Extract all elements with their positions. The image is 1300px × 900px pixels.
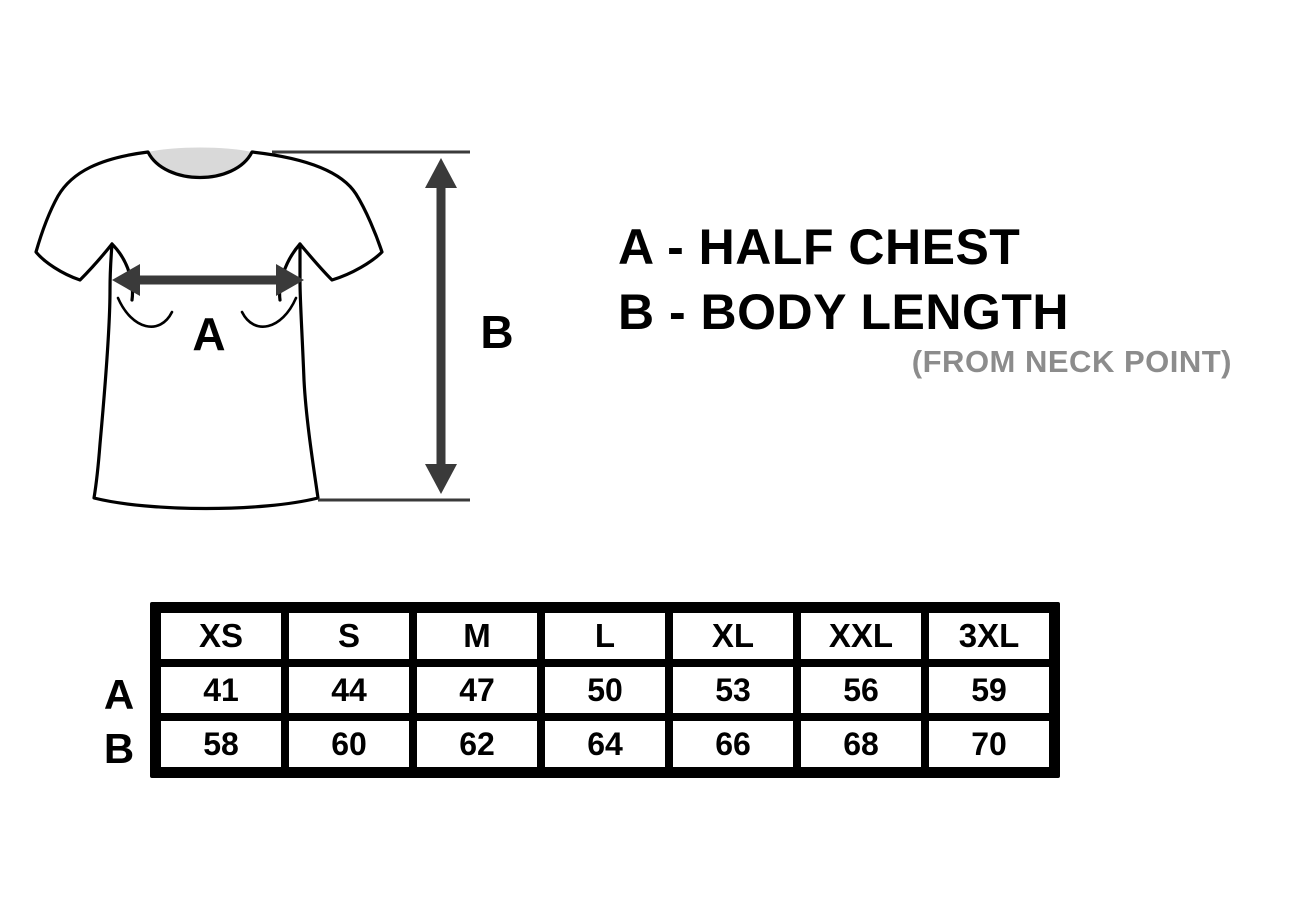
row-label-a: A	[103, 671, 135, 718]
row-label-spacer	[88, 616, 150, 668]
column-header-s: S	[285, 609, 413, 663]
cell-b-s: 60	[285, 717, 413, 771]
column-header-xxl: XXL	[797, 609, 925, 663]
column-header-l: L	[541, 609, 669, 663]
cell-b-xs: 58	[157, 717, 285, 771]
legend-line-b: B - BODY LENGTH	[618, 284, 1070, 340]
legend	[618, 219, 1238, 380]
legend-line-a: A - HALF CHEST	[618, 219, 1021, 275]
table-row	[157, 663, 1053, 717]
row-label-column	[88, 602, 150, 778]
column-header-xs: XS	[157, 609, 285, 663]
cell-b-m: 62	[413, 717, 541, 771]
cell-a-xs: 41	[157, 663, 285, 717]
cell-b-xl: 66	[669, 717, 797, 771]
column-header-3xl: 3XL	[925, 609, 1053, 663]
garment-illustration	[0, 0, 560, 560]
cell-b-xxl: 68	[797, 717, 925, 771]
measure-label-a: A	[192, 308, 226, 360]
size-table	[150, 602, 1060, 778]
cell-a-l: 50	[541, 663, 669, 717]
measure-label-b: B	[480, 306, 514, 358]
cell-a-xxl: 56	[797, 663, 925, 717]
table-row	[157, 717, 1053, 771]
column-header-xl: XL	[669, 609, 797, 663]
cell-a-xl: 53	[669, 663, 797, 717]
measure-arrow-b	[425, 158, 457, 494]
cell-a-3xl: 59	[925, 663, 1053, 717]
row-label-b: B	[103, 725, 135, 772]
cell-a-s: 44	[285, 663, 413, 717]
table-row-header	[157, 609, 1053, 663]
cell-b-3xl: 70	[925, 717, 1053, 771]
size-chart	[88, 602, 1060, 778]
cell-a-m: 47	[413, 663, 541, 717]
column-header-m: M	[413, 609, 541, 663]
legend-line-b-note: (FROM NECK POINT)	[911, 344, 1232, 379]
cell-b-l: 64	[541, 717, 669, 771]
